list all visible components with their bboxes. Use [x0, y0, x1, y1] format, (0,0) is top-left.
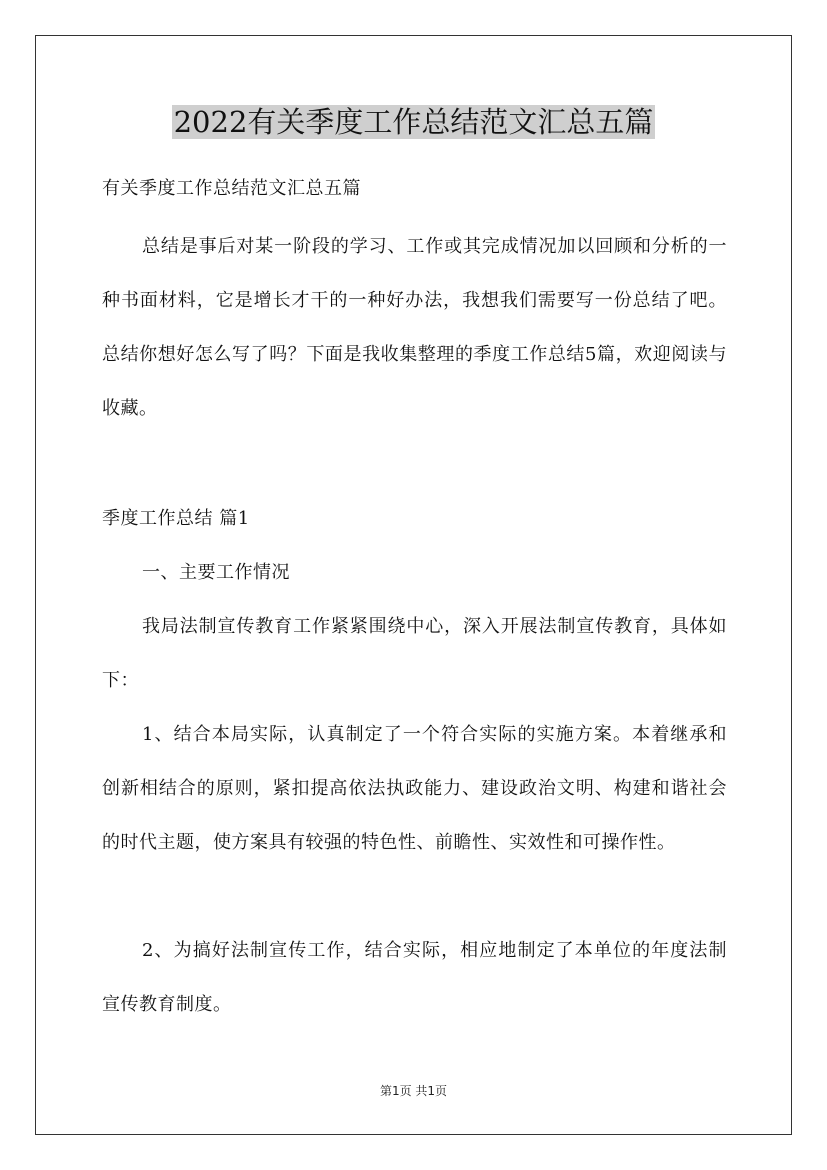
section-title: 季度工作总结 篇1: [102, 508, 250, 529]
document-title: [0, 100, 827, 144]
document-title-text: 2022有关季度工作总结范文汇总五篇: [173, 105, 654, 139]
paragraph-3: 2、为搞好法制宣传工作，结合实际，相应地制定了本单位的年度法制宣传教育制度。: [102, 940, 727, 1015]
page-footer: 第1页 共1页: [379, 1084, 448, 1098]
section-heading-1: 一、主要工作情况: [142, 562, 290, 583]
paragraph-1: 我局法制宣传教育工作紧紧围绕中心，深入开展法制宣传教育，具体如下：: [102, 616, 727, 691]
intro-paragraph: 总结是事后对某一阶段的学习、工作或其完成情况加以回顾和分析的一种书面材料，它是增长才干的一种好办法，我想我们需要写一份总结了吧。总结你想好怎么写了吗？下面是我收集整理的季度工作总结5篇，欢迎阅读与收藏。: [102, 236, 727, 419]
paragraph-2: 1、结合本局实际，认真制定了一个符合实际的实施方案。本着继承和创新相结合的原则，紧扣提高依法执政能力、建设政治文明、构建和谐社会的时代主题，使方案具有较强的特色性、前瞻性、实效性和可操作性。: [102, 724, 727, 853]
document-subtitle: 有关季度工作总结范文汇总五篇: [102, 178, 361, 199]
